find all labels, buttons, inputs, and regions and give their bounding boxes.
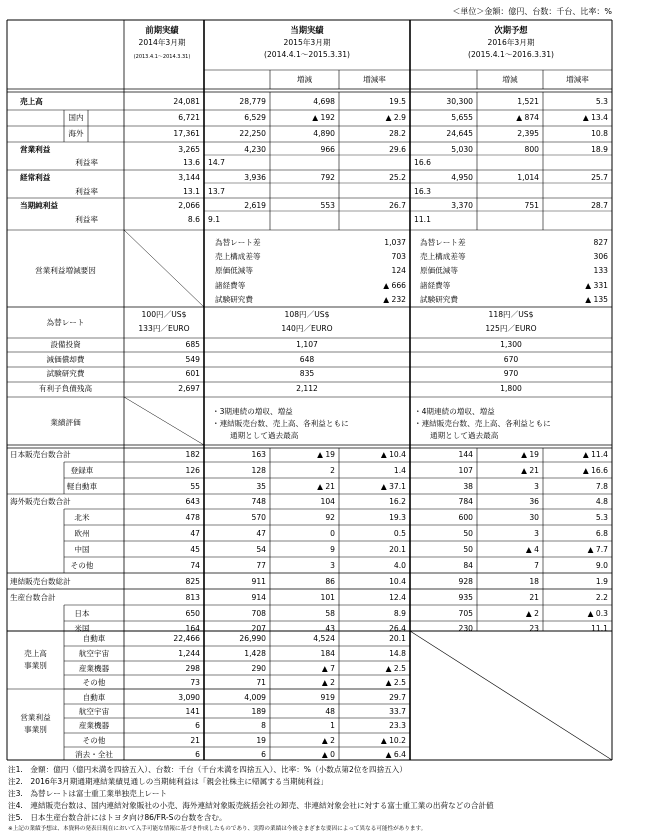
units-curr-rate: 19.3 <box>389 513 406 522</box>
segment-op-rate: ▲ 10.2 <box>380 736 406 745</box>
sales-curr-change: 4,698 <box>313 97 335 106</box>
factors-label: 営業利益増減要因 <box>35 266 96 275</box>
segment-sales-label: 売上高 <box>24 649 47 658</box>
units-curr-rate: 8.9 <box>393 609 406 618</box>
footnote: 注3. 為替レートは富士重工業単独売上レート <box>8 789 168 798</box>
units-curr: 914 <box>251 593 266 602</box>
ordinary-margin-prev: 13.1 <box>183 187 200 196</box>
units-next-rate: 7.8 <box>595 482 608 491</box>
sales-overseas-curr: 22,250 <box>239 129 266 138</box>
units-prev: 126 <box>185 466 200 475</box>
operating-profit-next: 5,030 <box>451 145 473 154</box>
units-curr-rate: 26.4 <box>389 624 406 633</box>
evaluation-next-line: 通期として過去最高 <box>430 431 499 440</box>
units-next: 230 <box>458 624 473 633</box>
segment-sales-rate: 14.8 <box>389 649 406 658</box>
misc-next: 1,800 <box>500 383 522 393</box>
segment-op-rate: 33.7 <box>389 707 406 716</box>
units-next-rate: 2.2 <box>595 593 608 602</box>
net-income-next: 3,370 <box>451 201 473 210</box>
header-curr-range: (2014.4.1～2015.3.31) <box>264 50 350 59</box>
segment-sales-curr: 290 <box>251 664 266 673</box>
factor-curr-name: 為替レート差 <box>215 238 261 247</box>
units-prev: 813 <box>185 593 200 602</box>
evaluation-curr-line: ・3期連続の増収、増益 <box>212 407 293 416</box>
ordinary-profit-curr-change: 792 <box>320 173 335 182</box>
units-sublabel: 登録車 <box>70 466 94 475</box>
header-curr-fy: 2015年3月期 <box>283 38 331 47</box>
segment-sales-prev: 22,466 <box>173 634 200 643</box>
factor-curr-value: 124 <box>391 266 406 276</box>
net-income-curr-change: 553 <box>320 201 335 210</box>
units-curr-rate: 16.2 <box>389 497 406 506</box>
header-prev-range: (2013.4.1～2014.3.31) <box>133 54 191 60</box>
fx-prev-eur: 133円／EURO <box>138 324 190 333</box>
factor-next-value: ▲ 135 <box>585 294 608 304</box>
segment-op-rate: 23.3 <box>389 721 406 730</box>
ordinary-profit-curr-rate: 25.2 <box>389 173 406 182</box>
evaluation-label: 業績評価 <box>50 418 81 427</box>
net-margin-label: 利益率 <box>75 215 98 224</box>
segment-sales-rate: ▲ 2.5 <box>385 664 406 673</box>
units-curr-rate: 10.4 <box>389 577 406 586</box>
operating-profit-curr: 4,230 <box>244 145 266 154</box>
factor-curr-name: 売上構成差等 <box>215 252 261 262</box>
units-next-rate: ▲ 16.6 <box>582 466 608 475</box>
units-next-change: 7 <box>534 561 539 570</box>
segment-sales-change: ▲ 7 <box>321 664 335 673</box>
units-sublabel: 軽自動車 <box>66 482 98 491</box>
fx-next-eur: 125円／EURO <box>485 324 537 333</box>
misc-next: 1,300 <box>500 340 522 349</box>
units-curr: 748 <box>251 497 266 506</box>
segment-op-prev: 21 <box>190 736 200 745</box>
sales-domestic-next-rate: ▲ 13.4 <box>582 113 608 122</box>
units-prev: 47 <box>190 529 200 538</box>
fx-next-usd: 118円／US$ <box>488 310 534 319</box>
misc-label: 有利子負債残高 <box>38 383 93 393</box>
factor-curr-value: ▲ 666 <box>383 280 406 290</box>
ordinary-profit-next-rate: 25.7 <box>591 173 608 182</box>
segment-op-item: 産業機器 <box>78 721 110 730</box>
sales-next: 30,300 <box>446 97 473 106</box>
segment-op-item: 自動車 <box>82 693 106 702</box>
units-next-change: 18 <box>529 577 539 586</box>
evaluation-curr-line: 通期として過去最高 <box>230 431 299 440</box>
units-curr: 35 <box>256 482 266 491</box>
sales-domestic-curr-change: ▲ 192 <box>312 113 335 122</box>
segment-op-label: 営業利益 <box>20 713 51 722</box>
units-prev: 478 <box>185 513 200 522</box>
units-next-change: 30 <box>529 513 539 522</box>
units-sublabel: その他 <box>70 561 94 570</box>
segment-op-label: 事業別 <box>24 725 47 734</box>
units-next-change: 3 <box>534 529 539 538</box>
segment-sales-prev: 73 <box>190 678 200 687</box>
units-sublabel: 中国 <box>74 545 90 554</box>
misc-prev: 685 <box>185 340 200 349</box>
units-curr-rate: ▲ 10.4 <box>380 450 406 459</box>
footnote: ※上記の業績予想は、本資料の発表日現在において入手可能な情報に基づき作成したものであり、実際の業績は今後さまざまな要因によって異なる可能性があります。 <box>8 826 427 832</box>
units-prev: 164 <box>185 624 200 633</box>
grid-line <box>410 631 612 760</box>
units-next-change: 36 <box>529 497 539 506</box>
header-prev-title: 前期実績 <box>145 25 179 35</box>
segment-sales-curr: 1,428 <box>244 649 266 658</box>
units-curr: 128 <box>251 466 266 475</box>
units-next: 935 <box>458 593 473 602</box>
misc-prev: 601 <box>185 369 200 378</box>
misc-next: 670 <box>503 354 519 364</box>
misc-curr: 2,112 <box>296 383 318 393</box>
units-next-rate: ▲ 11.4 <box>582 450 608 459</box>
net-income-label: 当期純利益 <box>20 201 58 210</box>
units-curr-change: 2 <box>330 466 335 475</box>
net-income-next-change: 751 <box>524 201 539 210</box>
ordinary-margin-next: 16.3 <box>414 187 431 196</box>
segment-sales-item: その他 <box>82 678 106 687</box>
units-prev: 650 <box>185 609 200 618</box>
segment-op-curr: 4,009 <box>244 693 266 702</box>
units-prev: 182 <box>185 450 200 459</box>
segment-sales-label: 事業別 <box>24 661 47 670</box>
operating-profit-next-rate: 18.9 <box>591 145 608 154</box>
sales-domestic-curr-rate: ▲ 2.9 <box>385 113 406 122</box>
units-curr-rate: 20.1 <box>389 545 406 554</box>
net-income-curr-rate: 26.7 <box>389 201 406 210</box>
header-prev-fy: 2014年3月期 <box>138 38 186 47</box>
misc-next: 970 <box>503 369 519 378</box>
units-curr-change: 101 <box>320 593 335 602</box>
sales-label: 売上高 <box>20 97 43 106</box>
segment-op-curr: 6 <box>261 750 266 759</box>
factor-next-name: 諸経費等 <box>420 280 451 290</box>
operating-profit-label: 営業利益 <box>20 145 51 154</box>
sales-overseas-curr-rate: 28.2 <box>389 129 406 138</box>
units-prev: 643 <box>185 497 200 506</box>
factor-curr-name: 試験研究費 <box>215 294 253 304</box>
factor-curr-name: 諸経費等 <box>215 280 246 290</box>
units-curr-change: 9 <box>330 545 335 554</box>
factor-next-name: 原価低減等 <box>420 266 458 276</box>
factor-curr-value: ▲ 232 <box>383 294 406 304</box>
misc-label: 試験研究費 <box>46 369 85 378</box>
units-curr: 207 <box>251 624 266 633</box>
units-label: 海外販売台数合計 <box>10 497 71 506</box>
units-next: 928 <box>458 577 473 586</box>
segment-op-change: ▲ 2 <box>321 736 335 745</box>
sales-domestic-label: 国内 <box>68 113 84 122</box>
segment-op-change: 919 <box>320 693 335 702</box>
header-next-title: 次期予想 <box>494 25 528 35</box>
units-curr-rate: 4.0 <box>393 561 406 570</box>
units-label: 日本販売台数合計 <box>10 450 71 459</box>
misc-prev: 549 <box>185 354 200 364</box>
units-sublabel: 北米 <box>74 513 90 522</box>
segment-op-rate: 29.7 <box>389 693 406 702</box>
units-curr-rate: 1.4 <box>393 466 406 475</box>
units-next-rate: 6.8 <box>595 529 608 538</box>
units-curr-rate: ▲ 37.1 <box>380 482 406 491</box>
segment-op-item: 消去・全社 <box>75 750 113 759</box>
units-label: 連結販売台数総計 <box>10 577 71 586</box>
net-income-next-rate: 28.7 <box>591 201 608 210</box>
footnote: 注5. 日本生産台数合計にはトヨタ向け86/FR-Sの台数を含む。 <box>8 813 227 822</box>
segment-sales-prev: 1,244 <box>178 649 200 658</box>
units-next: 600 <box>458 513 473 522</box>
units-curr-change: 92 <box>325 513 335 522</box>
segment-op-item: 航空宇宙 <box>78 707 110 716</box>
ordinary-profit-curr: 3,936 <box>244 173 266 182</box>
factor-next-name: 試験研究費 <box>420 294 458 304</box>
segment-op-rate: ▲ 6.4 <box>385 750 406 759</box>
units-curr-rate: 0.5 <box>393 529 406 538</box>
header-curr-title: 当期実績 <box>290 25 324 35</box>
units-next: 50 <box>463 545 473 554</box>
sales-domestic-next: 5,655 <box>451 113 473 122</box>
factor-next-value: ▲ 331 <box>585 280 608 290</box>
units-curr-change: 104 <box>320 497 335 506</box>
units-next-change: ▲ 19 <box>521 450 539 459</box>
ordinary-margin-label: 利益率 <box>75 187 98 196</box>
operating-margin-prev: 13.6 <box>183 158 200 167</box>
evaluation-next-line: ・4期連続の増収、増益 <box>414 407 495 416</box>
factor-next-name: 売上構成差等 <box>420 252 466 262</box>
sales-overseas-prev: 17,361 <box>173 129 200 138</box>
units-curr-rate: 12.4 <box>389 593 406 602</box>
segment-op-change: 1 <box>330 721 335 730</box>
unit-note: ＜単位＞金額：億円、台数：千台、比率：% <box>452 7 612 16</box>
factor-next-name: 為替レート差 <box>420 238 466 247</box>
operating-profit-curr-rate: 29.6 <box>389 145 406 154</box>
units-next: 38 <box>463 482 473 491</box>
evaluation-next-line: ・連結販売台数、売上高、各利益ともに <box>414 419 551 428</box>
header-curr-change: 増減 <box>296 75 313 84</box>
sales-overseas-next-change: 2,395 <box>517 129 539 138</box>
header-curr-rate: 増減率 <box>363 75 386 84</box>
net-income-curr: 2,619 <box>244 201 266 210</box>
fx-label: 為替レート <box>46 318 85 327</box>
net-margin-prev: 8.6 <box>187 215 200 224</box>
segment-sales-change: ▲ 2 <box>321 678 335 687</box>
factor-curr-value: 703 <box>391 252 406 262</box>
grid-line <box>124 397 204 445</box>
units-curr: 163 <box>251 450 266 459</box>
operating-margin-label: 利益率 <box>75 158 98 167</box>
units-next: 107 <box>458 466 473 475</box>
net-income-prev: 2,066 <box>178 201 200 210</box>
ordinary-profit-next: 4,950 <box>451 173 473 182</box>
operating-margin-curr: 14.7 <box>208 158 225 167</box>
units-prev: 45 <box>190 545 200 554</box>
segment-op-curr: 8 <box>261 721 266 730</box>
segment-op-curr: 19 <box>256 736 266 745</box>
factor-curr-name: 原価低減等 <box>215 266 253 276</box>
segment-op-prev: 6 <box>195 750 200 759</box>
sales-overseas-next: 24,645 <box>446 129 473 138</box>
misc-label: 減価償却費 <box>46 354 85 364</box>
units-curr-change: 43 <box>325 624 335 633</box>
units-prev: 825 <box>185 577 200 586</box>
units-sublabel: 米国 <box>74 624 90 633</box>
sales-domestic-prev: 6,721 <box>178 113 200 122</box>
units-curr: 708 <box>251 609 266 618</box>
units-next: 144 <box>458 450 473 459</box>
units-curr: 570 <box>251 513 266 522</box>
sales-curr: 28,779 <box>239 97 266 106</box>
factor-next-value: 306 <box>593 252 608 262</box>
header-next-rate: 増減率 <box>566 75 589 84</box>
sales-next-change: 1,521 <box>517 97 539 106</box>
evaluation-curr-line: ・連結販売台数、売上高、各利益ともに <box>212 419 349 428</box>
net-margin-curr: 9.1 <box>208 215 221 224</box>
units-next: 705 <box>458 609 473 618</box>
misc-curr: 835 <box>299 369 315 378</box>
footnote: 注1. 金額：億円（億円未満を四捨五入）、台数：千台（千台未満を四捨五入）、比率：%（小数点第2位を四捨五入） <box>8 765 407 774</box>
segment-op-change: 48 <box>325 707 335 716</box>
factor-curr-value: 1,037 <box>384 238 406 247</box>
segment-sales-change: 184 <box>320 649 335 658</box>
operating-profit-next-change: 800 <box>524 145 539 154</box>
misc-curr: 648 <box>299 354 315 364</box>
sales-domestic-next-change: ▲ 874 <box>516 113 539 122</box>
footnote: 注4. 連結販売台数は、国内連結対象販社の小売、海外連結対象販売統括会社の卸売、非連結対象会社に対する富士重工業の出荷などの合計値 <box>8 801 494 810</box>
units-next-rate: ▲ 0.3 <box>587 609 608 618</box>
ordinary-margin-curr: 13.7 <box>208 187 225 196</box>
units-curr-change: ▲ 21 <box>317 482 335 491</box>
units-next-rate: 5.3 <box>595 513 608 522</box>
sales-overseas-curr-change: 4,890 <box>313 129 335 138</box>
units-prev: 55 <box>190 482 200 491</box>
units-curr-change: 3 <box>330 561 335 570</box>
grid-line <box>124 230 204 307</box>
factor-next-value: 827 <box>593 238 608 247</box>
factor-next-value: 133 <box>593 266 608 276</box>
fx-curr-usd: 108円／US$ <box>284 310 330 319</box>
units-next-rate: 4.8 <box>595 497 608 506</box>
units-next-change: ▲ 2 <box>525 609 539 618</box>
units-prev: 74 <box>190 561 200 570</box>
segment-sales-prev: 298 <box>185 664 200 673</box>
operating-margin-next: 16.6 <box>414 158 431 167</box>
misc-curr: 1,107 <box>296 340 318 349</box>
segment-op-prev: 141 <box>185 707 200 716</box>
units-next: 84 <box>463 561 473 570</box>
units-next: 50 <box>463 529 473 538</box>
units-curr-change: 58 <box>325 609 335 618</box>
units-curr-change: 0 <box>330 529 335 538</box>
segment-op-item: その他 <box>82 736 106 745</box>
segment-sales-item: 自動車 <box>82 634 106 643</box>
operating-profit-curr-change: 966 <box>320 145 335 154</box>
footnote: 注2. 2016年3月期通期連結業績見通しの当期純利益は「親会社株主に帰属する当期純利益」 <box>8 777 328 786</box>
segment-sales-curr: 71 <box>256 678 266 687</box>
segment-sales-rate: 20.1 <box>389 634 406 643</box>
units-curr: 77 <box>256 561 266 570</box>
header-next-change: 増減 <box>502 75 518 84</box>
misc-prev: 2,697 <box>178 383 200 393</box>
sales-overseas-next-rate: 10.8 <box>591 129 608 138</box>
units-next-change: 21 <box>529 593 539 602</box>
units-next-rate: 1.9 <box>595 577 608 586</box>
units-sublabel: 日本 <box>74 609 90 618</box>
units-sublabel: 欧州 <box>74 529 90 538</box>
units-curr: 47 <box>256 529 266 538</box>
ordinary-profit-prev: 3,144 <box>178 173 200 182</box>
segment-op-prev: 6 <box>195 721 200 730</box>
units-curr: 54 <box>256 545 266 554</box>
sales-curr-rate: 19.5 <box>389 97 406 106</box>
units-next-change: 23 <box>529 624 539 633</box>
units-next-change: 3 <box>534 482 539 491</box>
sales-next-rate: 5.3 <box>595 97 608 106</box>
misc-label: 設備投資 <box>50 340 81 349</box>
ordinary-profit-next-change: 1,014 <box>517 173 539 182</box>
units-next: 784 <box>458 497 473 506</box>
segment-op-prev: 3,090 <box>178 693 200 702</box>
segment-op-curr: 189 <box>251 707 266 716</box>
ordinary-profit-label: 経常利益 <box>20 173 51 182</box>
operating-profit-prev: 3,265 <box>178 145 200 154</box>
sales-overseas-label: 海外 <box>68 129 84 138</box>
units-curr: 911 <box>251 577 266 586</box>
units-next-change: ▲ 21 <box>521 466 539 475</box>
segment-sales-change: 4,524 <box>313 634 335 643</box>
units-next-rate: 11.1 <box>591 624 608 633</box>
units-next-rate: 9.0 <box>595 561 608 570</box>
header-next-fy: 2016年3月期 <box>487 38 535 47</box>
net-margin-next: 11.1 <box>414 215 431 224</box>
units-curr-change: 86 <box>325 577 335 586</box>
fx-curr-eur: 140円／EURO <box>281 324 333 333</box>
segment-op-change: ▲ 0 <box>321 750 335 759</box>
header-next-range: (2015.4.1～2016.3.31) <box>468 50 554 59</box>
sales-prev: 24,081 <box>173 97 200 106</box>
units-curr-change: ▲ 19 <box>317 450 335 459</box>
segment-sales-item: 航空宇宙 <box>78 649 110 658</box>
segment-sales-item: 産業機器 <box>78 664 110 673</box>
segment-sales-curr: 26,990 <box>239 634 266 643</box>
units-next-change: ▲ 4 <box>525 545 539 554</box>
units-next-rate: ▲ 7.7 <box>587 545 608 554</box>
fx-prev-usd: 100円／US$ <box>141 310 187 319</box>
segment-sales-rate: ▲ 2.5 <box>385 678 406 687</box>
units-label: 生産台数合計 <box>10 593 56 602</box>
sales-domestic-curr: 6,529 <box>244 113 266 122</box>
